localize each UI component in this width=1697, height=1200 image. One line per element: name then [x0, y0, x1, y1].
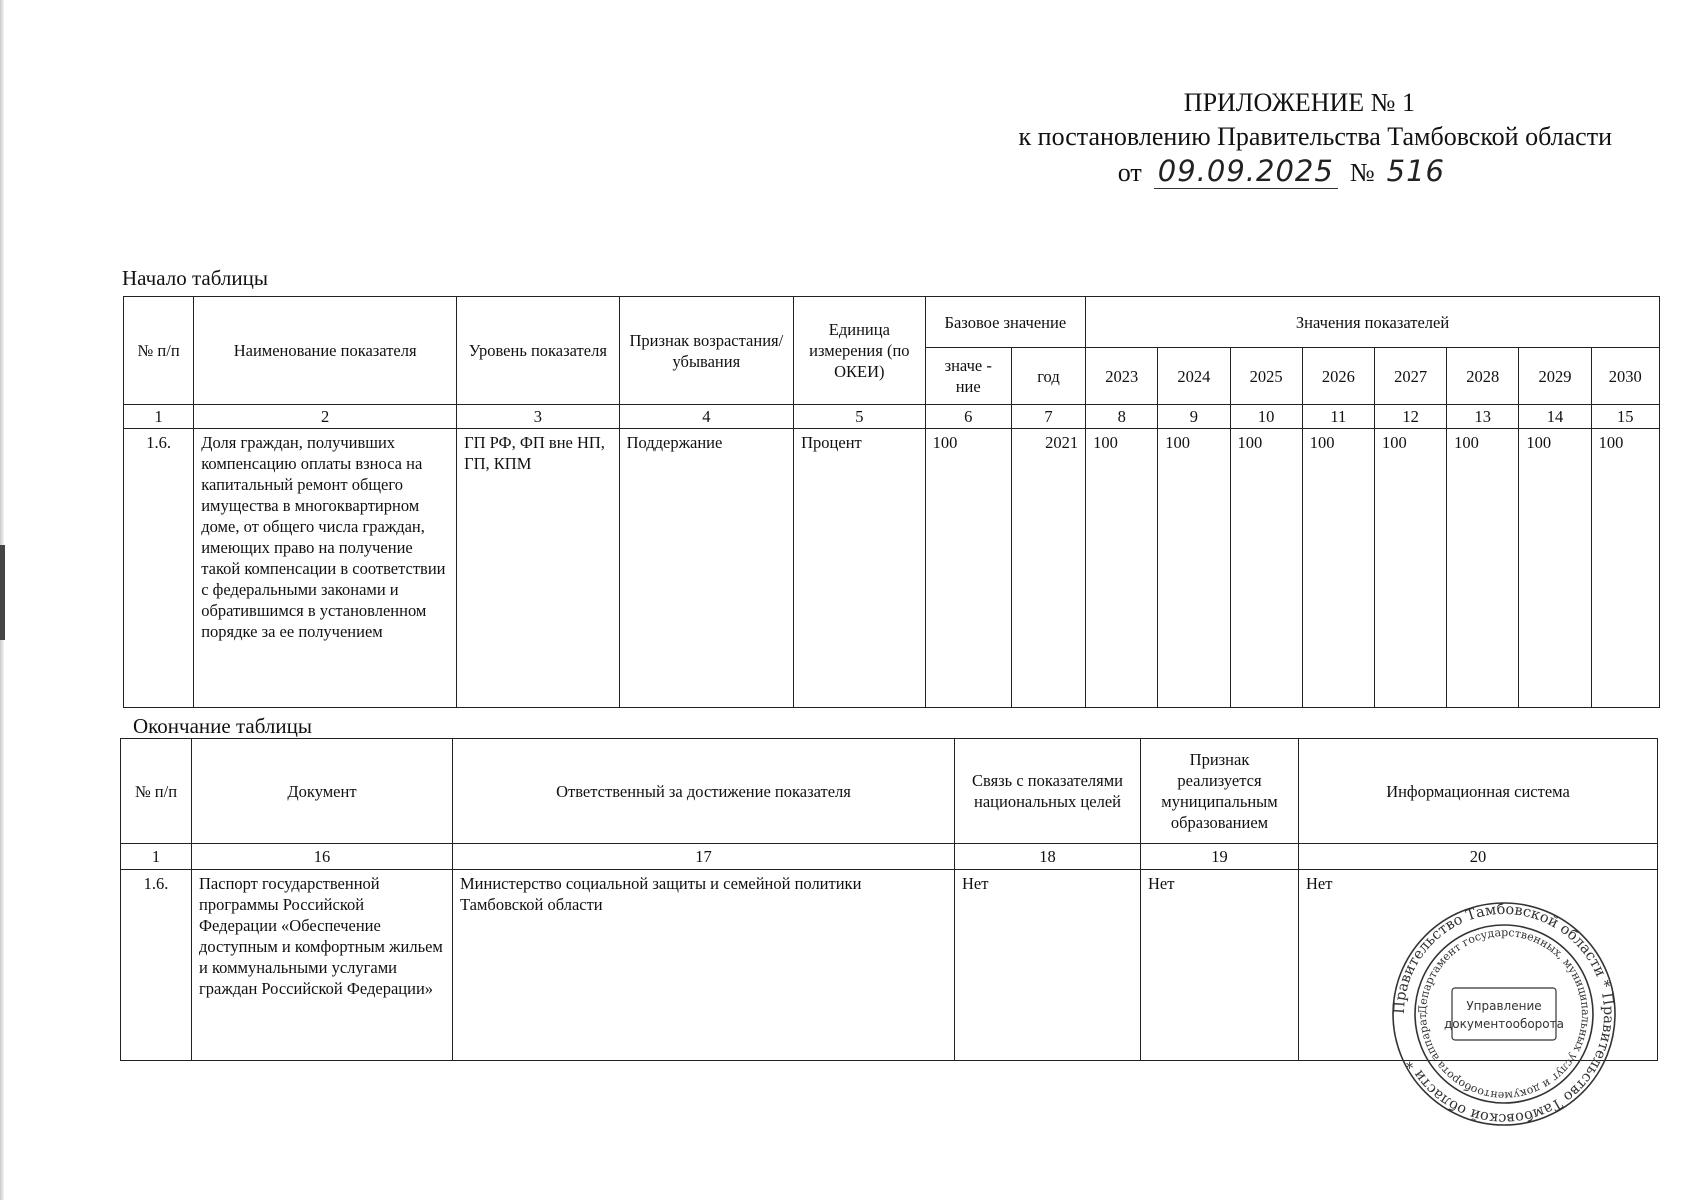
header-year: 2023 [1086, 348, 1158, 405]
row-num: 1.6. [124, 429, 194, 708]
header-sign: Признак возрастания/ убывания [619, 297, 794, 405]
header-year: 2027 [1374, 348, 1446, 405]
stamp-seal-graphic [1390, 900, 1618, 1128]
date-number-line [1019, 154, 1445, 190]
appendix-title: ПРИЛОЖЕНИЕ № 1 [1183, 88, 1415, 117]
column-number: 4 [619, 405, 794, 429]
column-number: 12 [1374, 405, 1446, 429]
year-value: 100 [1158, 429, 1230, 708]
header-base-value: значе - ние [925, 348, 1011, 405]
resolution-reference: к постановлению Правительства Тамбовской области [1018, 122, 1612, 151]
header-national-goals-link: Связь с показателями национальных целей [955, 739, 1141, 844]
column-number: 8 [1086, 405, 1158, 429]
header-name: Наименование показателя [194, 297, 457, 405]
document-name: Паспорт государственной программы Российской Федерации «Обеспечение доступным и комфортным жильем и коммунальными услугами граждан Российской Федерации» [192, 870, 453, 1061]
indicator-level: ГП РФ, ФП вне НП, ГП, КПМ [457, 429, 620, 708]
table2-header-row [121, 739, 1658, 844]
year-value: 100 [1591, 429, 1659, 708]
stamp-inner-text: Департамент государственных, муниципальных услуг и документооборота аппарат [1415, 925, 1593, 1103]
handwritten-date: 09.09.2025 [1154, 154, 1338, 189]
official-stamp [1390, 900, 1618, 1128]
column-number: 15 [1591, 405, 1659, 429]
national-goals-link: Нет [955, 870, 1141, 1061]
header-level: Уровень показателя [457, 297, 620, 405]
year-value: 100 [1447, 429, 1519, 708]
header-base-year: год [1011, 348, 1085, 405]
row-num: 1.6. [121, 870, 192, 1061]
scan-mark [0, 545, 5, 640]
column-number: 18 [955, 844, 1141, 870]
header-responsible: Ответственный за достижение показателя [453, 739, 955, 844]
column-number: 6 [925, 405, 1011, 429]
column-number: 13 [1447, 405, 1519, 429]
column-number: 5 [794, 405, 925, 429]
column-number: 1 [121, 844, 192, 870]
year-value: 100 [1230, 429, 1302, 708]
header-year: 2025 [1230, 348, 1302, 405]
year-value: 100 [1374, 429, 1446, 708]
column-number: 11 [1302, 405, 1374, 429]
information-system: Нет [1299, 870, 1658, 1061]
stamp-outer-text: Правительство Тамбовской области * Правительство Тамбовской области * [1391, 901, 1617, 1127]
header-year: 2024 [1158, 348, 1230, 405]
year-value: 100 [1519, 429, 1591, 708]
indicator-name: Доля граждан, получивших компенсацию оплаты взноса на капитальный ремонт общего имущества в многоквартирном доме, от общего числа граждан, имеющих право на получение такой компенсации в соответствии с федеральными законами и обратившимся в установленном порядке за ее получением [194, 429, 457, 708]
column-number: 16 [192, 844, 453, 870]
table1-column-numbers [124, 405, 1660, 429]
header-municipal-sign: Признак реализуется муниципальным образованием [1141, 739, 1299, 844]
year-value: 100 [1086, 429, 1158, 708]
municipal-sign: Нет [1141, 870, 1299, 1061]
column-number: 20 [1299, 844, 1658, 870]
table1-header-row-1 [124, 297, 1660, 348]
base-year: 2021 [1011, 429, 1085, 708]
table1-caption: Начало таблицы [122, 266, 268, 290]
header-information-system: Информационная система [1299, 739, 1658, 844]
base-value: 100 [925, 429, 1011, 708]
responsible-body: Министерство социальной защиты и семейной политики Тамбовской области [453, 870, 955, 1061]
header-values: Значения показателей [1086, 297, 1660, 348]
header-num: № п/п [121, 739, 192, 844]
column-number: 17 [453, 844, 955, 870]
number-label: № [1349, 158, 1375, 187]
year-value: 100 [1302, 429, 1374, 708]
header-num: № п/п [124, 297, 194, 405]
header-unit: Единица измерения (по ОКЕИ) [794, 297, 925, 405]
document-header [1019, 86, 1612, 190]
column-number: 3 [457, 405, 620, 429]
stamp-center-line-1: Управление [1466, 999, 1542, 1013]
table2-caption: Окончание таблицы [133, 714, 312, 738]
handwritten-number: 516 [1386, 154, 1445, 188]
column-number: 2 [194, 405, 457, 429]
table-row [124, 429, 1660, 708]
header-year: 2029 [1519, 348, 1591, 405]
header-year: 2028 [1447, 348, 1519, 405]
header-year: 2026 [1302, 348, 1374, 405]
column-number: 14 [1519, 405, 1591, 429]
column-number: 7 [1011, 405, 1085, 429]
indicator-sign: Поддержание [619, 429, 794, 708]
stamp-center-line-2: документооборота [1444, 1017, 1564, 1031]
column-number: 9 [1158, 405, 1230, 429]
table2-column-numbers [121, 844, 1658, 870]
indicators-table-start [123, 296, 1660, 708]
header-document: Документ [192, 739, 453, 844]
from-label: от [1117, 158, 1142, 187]
column-number: 1 [124, 405, 194, 429]
column-number: 10 [1230, 405, 1302, 429]
column-number: 19 [1141, 844, 1299, 870]
indicator-unit: Процент [794, 429, 925, 708]
header-base: Базовое значение [925, 297, 1086, 348]
header-year: 2030 [1591, 348, 1659, 405]
